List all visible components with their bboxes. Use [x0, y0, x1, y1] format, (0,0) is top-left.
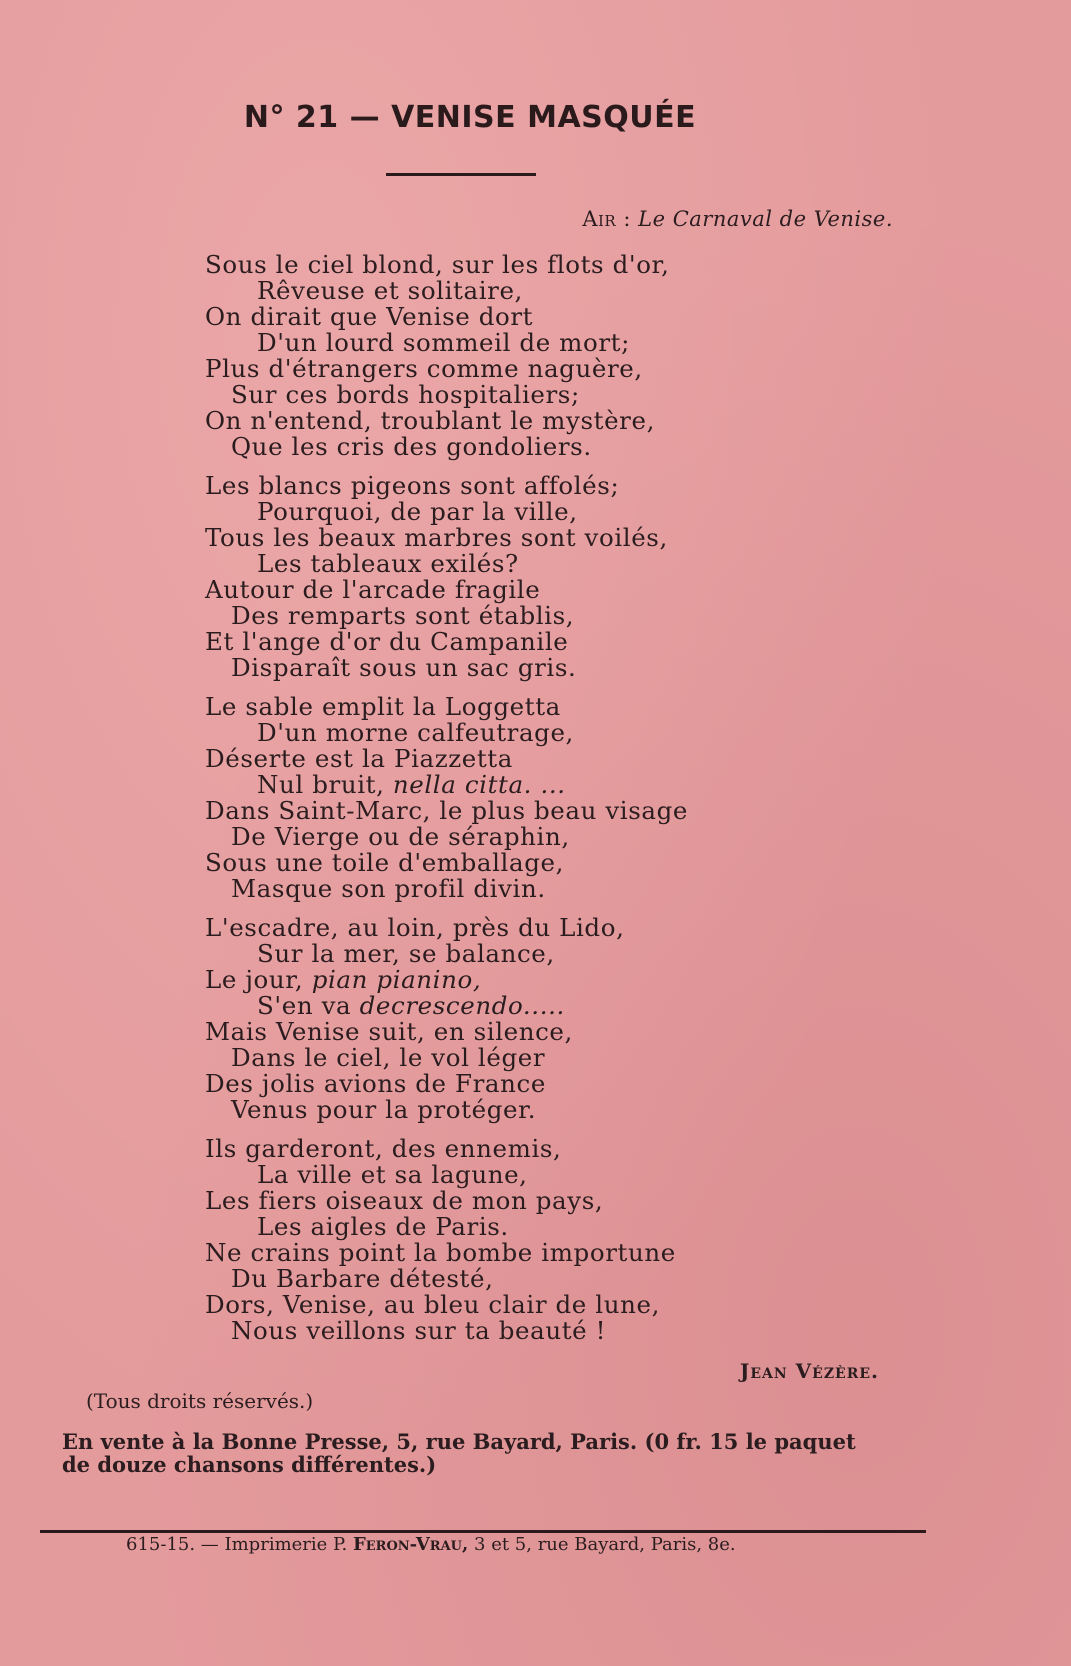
- verse-line: Dors, Venise, au bleu clair de lune,: [205, 1290, 660, 1319]
- verse-line: Mais Venise suit, en silence,: [205, 1017, 573, 1046]
- verse-line: Dans le ciel, le vol léger: [231, 1043, 546, 1072]
- verse-line: La ville et sa lagune,: [257, 1160, 528, 1189]
- stanza-4: [205, 915, 805, 1123]
- verse-line: On n'entend, troublant le mystère,: [205, 406, 655, 435]
- author-signature: Jean Vézère.: [739, 1359, 879, 1383]
- verse-line: Rêveuse et solitaire,: [257, 276, 523, 305]
- verse-italic: nella citta. ...: [392, 770, 566, 799]
- verse-line: Sur la mer, se balance,: [257, 939, 555, 968]
- verse-text: Le jour,: [205, 965, 312, 994]
- verse-line: Nous veillons sur ta beauté !: [231, 1316, 607, 1345]
- verse-line: Les blancs pigeons sont affolés;: [205, 471, 620, 500]
- printer-prefix: 615-15. — Imprimerie P.: [126, 1534, 348, 1555]
- tune-label: Air :: [582, 207, 631, 231]
- verse-line: D'un morne calfeutrage,: [257, 718, 574, 747]
- verse-line: Les tableaux exilés?: [257, 549, 519, 578]
- verse-line: Plus d'étrangers comme naguère,: [205, 354, 643, 383]
- verse-line: Que les cris des gondoliers.: [231, 432, 592, 461]
- verse-line: Sous une toile d'emballage,: [205, 848, 564, 877]
- poem: [205, 252, 805, 1357]
- rights-notice: (Tous droits réservés.): [86, 1389, 314, 1413]
- footer-divider: [40, 1530, 926, 1533]
- tune-reference: [582, 207, 893, 231]
- verse-line: Sur ces bords hospitaliers;: [231, 380, 580, 409]
- verse-line: Autour de l'arcade fragile: [205, 575, 541, 604]
- verse-line: Venus pour la protéger.: [231, 1095, 537, 1124]
- verse-line: Les fiers oiseaux de mon pays,: [205, 1186, 604, 1215]
- verse-line: Et l'ange d'or du Campanile: [205, 627, 569, 656]
- verse-line: Dans Saint-Marc, le plus beau visage: [205, 796, 688, 825]
- printer-address: 3 et 5, rue Bayard, Paris, 8e.: [474, 1534, 736, 1555]
- verse-line: Pourquoi, de par la ville,: [257, 497, 578, 526]
- verse-italic: pian pianino,: [311, 965, 482, 994]
- stanza-2: [205, 473, 805, 681]
- verse-text: S'en va: [257, 991, 360, 1020]
- verse-line: Ne crains point la bombe importune: [205, 1238, 676, 1267]
- stanza-5: [205, 1136, 805, 1344]
- stanza-1: [205, 252, 805, 460]
- verse-line: Masque son profil divin.: [231, 874, 546, 903]
- sale-notice: [62, 1430, 942, 1476]
- verse-line: Ils garderont, des ennemis,: [205, 1134, 562, 1163]
- verse-line: Disparaît sous un sac gris.: [231, 653, 577, 682]
- song-title: N° 21 — VENISE MASQUÉE: [243, 100, 697, 135]
- sale-line-2: de douze chansons différentes.): [62, 1452, 437, 1477]
- verse-text: Nul bruit,: [257, 770, 393, 799]
- verse-line: D'un lourd sommeil de mort;: [257, 328, 630, 357]
- verse-line: [205, 967, 805, 993]
- verse-line: Les aigles de Paris.: [257, 1212, 509, 1241]
- verse-line: Du Barbare détesté,: [231, 1264, 494, 1293]
- verse-line: Déserte est la Piazzetta: [205, 744, 513, 773]
- verse-italic: decrescendo.....: [359, 991, 565, 1020]
- printer-imprint: [126, 1534, 736, 1555]
- verse-line: On dirait que Venise dort: [205, 302, 534, 331]
- verse-line: [205, 993, 805, 1019]
- verse-line: Des jolis avions de France: [205, 1069, 546, 1098]
- title-divider: [386, 173, 536, 176]
- verse-line: L'escadre, au loin, près du Lido,: [205, 913, 625, 942]
- verse-line: Le sable emplit la Loggetta: [205, 692, 561, 721]
- verse-line: Sous le ciel blond, sur les flots d'or,: [205, 250, 670, 279]
- printer-name: Feron-Vrau,: [352, 1534, 469, 1555]
- verse-line: Des remparts sont établis,: [231, 601, 575, 630]
- verse-line: Tous les beaux marbres sont voilés,: [205, 523, 668, 552]
- sale-line-1: En vente à la Bonne Presse, 5, rue Bayard, Paris. (0 fr. 15 le paquet: [62, 1429, 856, 1454]
- verse-line: De Vierge ou de séraphin,: [231, 822, 570, 851]
- verse-line: [205, 772, 805, 798]
- stanza-3: [205, 694, 805, 902]
- tune-name: Le Carnaval de Venise.: [638, 207, 893, 231]
